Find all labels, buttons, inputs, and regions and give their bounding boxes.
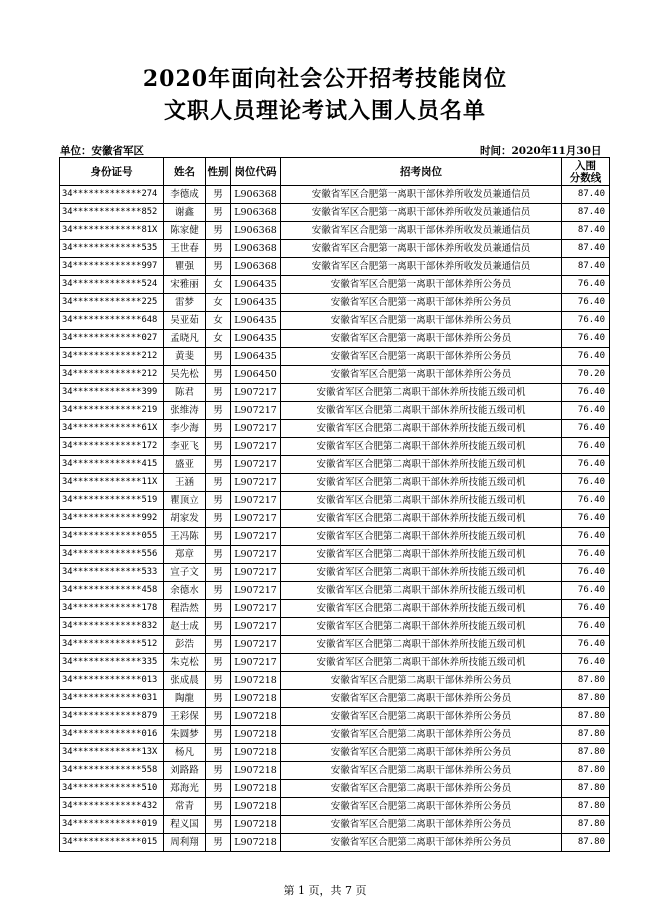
- header-gender: 性别: [206, 158, 231, 186]
- cell-cutoff-score: 87.40: [562, 222, 610, 240]
- cell-name: 周利翔: [164, 834, 206, 852]
- cell-cutoff-score: 87.80: [562, 816, 610, 834]
- cell-gender: 男: [206, 798, 231, 816]
- cell-gender: 男: [206, 456, 231, 474]
- table-row: [60, 258, 610, 276]
- cell-cutoff-score: 87.80: [562, 672, 610, 690]
- document-title-line-2: 文职人员理论考试入围人员名单: [163, 98, 486, 124]
- cell-id-number: 34*************019: [60, 816, 164, 834]
- table-row: [60, 402, 610, 420]
- table-row: [60, 204, 610, 222]
- cell-position-code: L906435: [231, 312, 281, 330]
- cell-name: 谢鑫: [164, 204, 206, 222]
- cell-position-code: L907217: [231, 636, 281, 654]
- table-row: [60, 798, 610, 816]
- cell-name: 李少海: [164, 420, 206, 438]
- cell-name: 张维涛: [164, 402, 206, 420]
- cell-id-number: 34*************510: [60, 780, 164, 798]
- cell-id-number: 34*************11X: [60, 474, 164, 492]
- cell-cutoff-score: 76.40: [562, 438, 610, 456]
- table-row: [60, 600, 610, 618]
- table-row: [60, 330, 610, 348]
- cell-name: 陈君: [164, 384, 206, 402]
- cell-cutoff-score: 76.40: [562, 330, 610, 348]
- cell-id-number: 34*************212: [60, 348, 164, 366]
- cell-gender: 男: [206, 564, 231, 582]
- table-row: [60, 672, 610, 690]
- cell-cutoff-score: 76.40: [562, 492, 610, 510]
- cell-id-number: 34*************458: [60, 582, 164, 600]
- cell-cutoff-score: 76.40: [562, 618, 610, 636]
- cell-id-number: 34*************535: [60, 240, 164, 258]
- cell-name: 宣子文: [164, 564, 206, 582]
- cell-gender: 男: [206, 240, 231, 258]
- cell-cutoff-score: 87.80: [562, 762, 610, 780]
- cell-cutoff-score: 87.40: [562, 204, 610, 222]
- cell-id-number: 34*************219: [60, 402, 164, 420]
- cell-name: 瞿强: [164, 258, 206, 276]
- cell-id-number: 34*************015: [60, 834, 164, 852]
- cell-gender: 男: [206, 420, 231, 438]
- cell-position-code: L907218: [231, 798, 281, 816]
- cell-name: 李德成: [164, 186, 206, 204]
- table-row: [60, 294, 610, 312]
- cell-position: 安徽省军区合肥第二离职干部休养所技能五级司机: [281, 456, 562, 474]
- table-row: [60, 240, 610, 258]
- cell-position-code: L907217: [231, 528, 281, 546]
- cell-id-number: 34*************016: [60, 726, 164, 744]
- page-footer: 第 1 页，共 7 页: [283, 884, 367, 897]
- cell-position: 安徽省军区合肥第二离职干部休养所公务员: [281, 726, 562, 744]
- table-row: [60, 366, 610, 384]
- cell-cutoff-score: 76.40: [562, 456, 610, 474]
- cell-cutoff-score: 87.80: [562, 690, 610, 708]
- table-row: [60, 654, 610, 672]
- cell-id-number: 34*************274: [60, 186, 164, 204]
- cell-cutoff-score: 76.40: [562, 546, 610, 564]
- cell-cutoff-score: 76.40: [562, 564, 610, 582]
- cell-gender: 男: [206, 708, 231, 726]
- cell-position: 安徽省军区合肥第二离职干部休养所公务员: [281, 744, 562, 762]
- table-row: [60, 348, 610, 366]
- cell-name: 吴先松: [164, 366, 206, 384]
- cell-position-code: L907218: [231, 726, 281, 744]
- cell-id-number: 34*************055: [60, 528, 164, 546]
- cell-name: 胡家发: [164, 510, 206, 528]
- cell-position: 安徽省军区合肥第二离职干部休养所公务员: [281, 708, 562, 726]
- cell-position: 安徽省军区合肥第二离职干部休养所公务员: [281, 816, 562, 834]
- table-row: [60, 456, 610, 474]
- cell-position-code: L907218: [231, 672, 281, 690]
- cell-id-number: 34*************13X: [60, 744, 164, 762]
- table-row: [60, 744, 610, 762]
- cell-gender: 男: [206, 762, 231, 780]
- cell-position: 安徽省军区合肥第二离职干部休养所公务员: [281, 780, 562, 798]
- table-row: [60, 510, 610, 528]
- cell-cutoff-score: 87.40: [562, 240, 610, 258]
- cell-name: 李亚飞: [164, 438, 206, 456]
- cell-id-number: 34*************172: [60, 438, 164, 456]
- table-row: [60, 384, 610, 402]
- cell-cutoff-score: 87.80: [562, 780, 610, 798]
- cell-gender: 男: [206, 654, 231, 672]
- cell-id-number: 34*************533: [60, 564, 164, 582]
- table-row: [60, 816, 610, 834]
- table-header-row: [60, 158, 610, 186]
- cell-position: 安徽省军区合肥第一离职干部休养所收发员兼通信员: [281, 240, 562, 258]
- candidate-table: [59, 157, 610, 852]
- header-name: 姓名: [164, 158, 206, 186]
- cell-id-number: 34*************992: [60, 510, 164, 528]
- cell-position: 安徽省军区合肥第二离职干部休养所技能五级司机: [281, 546, 562, 564]
- cell-gender: 男: [206, 816, 231, 834]
- cell-position-code: L907218: [231, 690, 281, 708]
- table-row: [60, 528, 610, 546]
- cell-name: 王彩保: [164, 708, 206, 726]
- cell-position-code: L906368: [231, 258, 281, 276]
- cell-cutoff-score: 87.80: [562, 834, 610, 852]
- table-row: [60, 546, 610, 564]
- cell-gender: 男: [206, 672, 231, 690]
- cell-gender: 男: [206, 186, 231, 204]
- cell-position-code: L907217: [231, 654, 281, 672]
- cell-gender: 男: [206, 528, 231, 546]
- cell-position: 安徽省军区合肥第二离职干部休养所公务员: [281, 798, 562, 816]
- table-row: [60, 222, 610, 240]
- cell-position-code: L907217: [231, 564, 281, 582]
- cell-id-number: 34*************335: [60, 654, 164, 672]
- cell-id-number: 34*************013: [60, 672, 164, 690]
- table-row: [60, 636, 610, 654]
- cell-cutoff-score: 76.40: [562, 348, 610, 366]
- cell-cutoff-score: 76.40: [562, 384, 610, 402]
- cell-position-code: L907217: [231, 600, 281, 618]
- cell-gender: 男: [206, 618, 231, 636]
- table-body: [60, 186, 610, 852]
- cell-gender: 男: [206, 546, 231, 564]
- cell-id-number: 34*************81X: [60, 222, 164, 240]
- cell-name: 孟晓凡: [164, 330, 206, 348]
- cell-id-number: 34*************432: [60, 798, 164, 816]
- cell-position: 安徽省军区合肥第一离职干部休养所收发员兼通信员: [281, 186, 562, 204]
- cell-id-number: 34*************519: [60, 492, 164, 510]
- cell-position: 安徽省军区合肥第一离职干部休养所公务员: [281, 276, 562, 294]
- cell-cutoff-score: 76.40: [562, 654, 610, 672]
- cell-name: 吴亚茹: [164, 312, 206, 330]
- cell-id-number: 34*************027: [60, 330, 164, 348]
- cell-position: 安徽省军区合肥第二离职干部休养所技能五级司机: [281, 600, 562, 618]
- cell-position-code: L907217: [231, 474, 281, 492]
- cell-gender: 女: [206, 312, 231, 330]
- cell-id-number: 34*************512: [60, 636, 164, 654]
- cell-gender: 男: [206, 384, 231, 402]
- cell-name: 程义国: [164, 816, 206, 834]
- cell-cutoff-score: 76.40: [562, 312, 610, 330]
- cell-gender: 男: [206, 726, 231, 744]
- cell-name: 彭浩: [164, 636, 206, 654]
- cell-cutoff-score: 70.20: [562, 366, 610, 384]
- cell-position-code: L907217: [231, 492, 281, 510]
- cell-position: 安徽省军区合肥第一离职干部休养所公务员: [281, 330, 562, 348]
- cell-gender: 男: [206, 690, 231, 708]
- cell-id-number: 34*************415: [60, 456, 164, 474]
- table-row: [60, 312, 610, 330]
- cell-position: 安徽省军区合肥第二离职干部休养所技能五级司机: [281, 528, 562, 546]
- cell-cutoff-score: 76.40: [562, 582, 610, 600]
- cell-position-code: L906435: [231, 276, 281, 294]
- table-row: [60, 726, 610, 744]
- cell-position: 安徽省军区合肥第二离职干部休养所公务员: [281, 672, 562, 690]
- cell-id-number: 34*************832: [60, 618, 164, 636]
- cell-gender: 男: [206, 636, 231, 654]
- cell-position-code: L907217: [231, 384, 281, 402]
- cell-gender: 女: [206, 330, 231, 348]
- cell-cutoff-score: 76.40: [562, 528, 610, 546]
- cell-position-code: L907217: [231, 618, 281, 636]
- cell-id-number: 34*************997: [60, 258, 164, 276]
- table-row: [60, 276, 610, 294]
- cell-position-code: L906368: [231, 204, 281, 222]
- table-row: [60, 564, 610, 582]
- cell-gender: 男: [206, 222, 231, 240]
- cell-gender: 男: [206, 834, 231, 852]
- cell-gender: 男: [206, 258, 231, 276]
- cell-name: 程浩然: [164, 600, 206, 618]
- cell-name: 黄斐: [164, 348, 206, 366]
- cell-id-number: 34*************558: [60, 762, 164, 780]
- cell-position: 安徽省军区合肥第一离职干部休养所公务员: [281, 294, 562, 312]
- table-row: [60, 690, 610, 708]
- cell-position-code: L906368: [231, 222, 281, 240]
- cell-gender: 男: [206, 510, 231, 528]
- cell-id-number: 34*************556: [60, 546, 164, 564]
- cell-position-code: L907217: [231, 456, 281, 474]
- cell-position: 安徽省军区合肥第二离职干部休养所技能五级司机: [281, 384, 562, 402]
- table-row: [60, 582, 610, 600]
- document-title-line-1: 2020年面向社会公开招考技能岗位: [142, 66, 508, 92]
- cell-id-number: 34*************852: [60, 204, 164, 222]
- cell-position-code: L906435: [231, 348, 281, 366]
- cell-cutoff-score: 87.40: [562, 186, 610, 204]
- cell-position-code: L906450: [231, 366, 281, 384]
- cell-position: 安徽省军区合肥第一离职干部休养所公务员: [281, 312, 562, 330]
- cell-position-code: L907218: [231, 708, 281, 726]
- cell-name: 陈家健: [164, 222, 206, 240]
- header-id-number: 身份证号: [60, 158, 164, 186]
- cell-gender: 男: [206, 438, 231, 456]
- cell-cutoff-score: 76.40: [562, 420, 610, 438]
- cell-position: 安徽省军区合肥第二离职干部休养所技能五级司机: [281, 402, 562, 420]
- cell-position-code: L906368: [231, 240, 281, 258]
- cell-position-code: L906368: [231, 186, 281, 204]
- cell-name: 王涵: [164, 474, 206, 492]
- table-row: [60, 780, 610, 798]
- cell-cutoff-score: 87.40: [562, 258, 610, 276]
- cell-position: 安徽省军区合肥第二离职干部休养所技能五级司机: [281, 618, 562, 636]
- cell-cutoff-score: 76.40: [562, 600, 610, 618]
- cell-position: 安徽省军区合肥第二离职干部休养所技能五级司机: [281, 438, 562, 456]
- table-row: [60, 708, 610, 726]
- cell-position-code: L907217: [231, 582, 281, 600]
- cell-id-number: 34*************031: [60, 690, 164, 708]
- cell-name: 王冯陈: [164, 528, 206, 546]
- cell-id-number: 34*************879: [60, 708, 164, 726]
- cell-gender: 男: [206, 348, 231, 366]
- cell-position: 安徽省军区合肥第二离职干部休养所公务员: [281, 690, 562, 708]
- cell-cutoff-score: 76.40: [562, 276, 610, 294]
- header-cutoff-score: 入围 分数线: [562, 158, 610, 186]
- cell-name: 雷梦: [164, 294, 206, 312]
- cell-cutoff-score: 87.80: [562, 708, 610, 726]
- cell-position-code: L907217: [231, 420, 281, 438]
- cell-position-code: L907217: [231, 402, 281, 420]
- cell-name: 陶龍: [164, 690, 206, 708]
- table-row: [60, 762, 610, 780]
- cell-name: 赵士成: [164, 618, 206, 636]
- cell-position: 安徽省军区合肥第二离职干部休养所公务员: [281, 834, 562, 852]
- cell-position-code: L906435: [231, 330, 281, 348]
- cell-name: 朱克松: [164, 654, 206, 672]
- cell-name: 朱圆梦: [164, 726, 206, 744]
- header-position-code: 岗位代码: [231, 158, 281, 186]
- cell-cutoff-score: 87.80: [562, 798, 610, 816]
- cell-position: 安徽省军区合肥第二离职干部休养所技能五级司机: [281, 636, 562, 654]
- cell-position-code: L907218: [231, 780, 281, 798]
- table-row: [60, 420, 610, 438]
- cell-id-number: 34*************524: [60, 276, 164, 294]
- table-row: [60, 474, 610, 492]
- cell-position-code: L907218: [231, 816, 281, 834]
- cell-gender: 男: [206, 600, 231, 618]
- cell-name: 郑海光: [164, 780, 206, 798]
- cell-position: 安徽省军区合肥第二离职干部休养所公务员: [281, 762, 562, 780]
- cell-gender: 男: [206, 582, 231, 600]
- cell-position: 安徽省军区合肥第二离职干部休养所技能五级司机: [281, 474, 562, 492]
- cell-gender: 男: [206, 474, 231, 492]
- cell-position: 安徽省军区合肥第一离职干部休养所收发员兼通信员: [281, 222, 562, 240]
- cell-gender: 男: [206, 492, 231, 510]
- cell-id-number: 34*************648: [60, 312, 164, 330]
- cell-position: 安徽省军区合肥第一离职干部休养所公务员: [281, 348, 562, 366]
- table-row: [60, 618, 610, 636]
- cell-gender: 男: [206, 780, 231, 798]
- cell-position: 安徽省军区合肥第二离职干部休养所技能五级司机: [281, 654, 562, 672]
- cell-position-code: L907218: [231, 762, 281, 780]
- cell-position: 安徽省军区合肥第二离职干部休养所技能五级司机: [281, 564, 562, 582]
- cell-position-code: L907217: [231, 510, 281, 528]
- cell-position: 安徽省军区合肥第一离职干部休养所公务员: [281, 366, 562, 384]
- cell-position-code: L907217: [231, 546, 281, 564]
- cell-name: 盛亚: [164, 456, 206, 474]
- cell-cutoff-score: 76.40: [562, 474, 610, 492]
- cell-name: 瞿顶立: [164, 492, 206, 510]
- cell-position-code: L907218: [231, 834, 281, 852]
- cell-name: 宋雅丽: [164, 276, 206, 294]
- cell-position: 安徽省军区合肥第二离职干部休养所技能五级司机: [281, 582, 562, 600]
- cell-id-number: 34*************212: [60, 366, 164, 384]
- cell-cutoff-score: 76.40: [562, 402, 610, 420]
- cell-gender: 男: [206, 204, 231, 222]
- cell-name: 张成晨: [164, 672, 206, 690]
- cell-name: 杨凡: [164, 744, 206, 762]
- cell-cutoff-score: 76.40: [562, 510, 610, 528]
- unit-label: 单位：安徽省军区: [60, 145, 144, 157]
- header-position: 招考岗位: [281, 158, 562, 186]
- table-row: [60, 834, 610, 852]
- date-label: 时间：2020年11月30日: [480, 145, 602, 157]
- cell-position-code: L907217: [231, 438, 281, 456]
- cell-gender: 男: [206, 366, 231, 384]
- cell-cutoff-score: 87.80: [562, 726, 610, 744]
- cell-position: 安徽省军区合肥第二离职干部休养所技能五级司机: [281, 492, 562, 510]
- cell-cutoff-score: 76.40: [562, 636, 610, 654]
- cell-name: 余德水: [164, 582, 206, 600]
- cell-id-number: 34*************61X: [60, 420, 164, 438]
- cell-id-number: 34*************225: [60, 294, 164, 312]
- cell-cutoff-score: 87.80: [562, 744, 610, 762]
- cell-gender: 男: [206, 402, 231, 420]
- cell-id-number: 34*************178: [60, 600, 164, 618]
- cell-position: 安徽省军区合肥第一离职干部休养所收发员兼通信员: [281, 204, 562, 222]
- cell-id-number: 34*************399: [60, 384, 164, 402]
- cell-name: 常青: [164, 798, 206, 816]
- table-row: [60, 186, 610, 204]
- cell-position-code: L907218: [231, 744, 281, 762]
- table-row: [60, 438, 610, 456]
- cell-position: 安徽省军区合肥第一离职干部休养所收发员兼通信员: [281, 258, 562, 276]
- cell-gender: 女: [206, 276, 231, 294]
- cell-gender: 男: [206, 744, 231, 762]
- cell-name: 刘路路: [164, 762, 206, 780]
- cell-cutoff-score: 76.40: [562, 294, 610, 312]
- cell-gender: 女: [206, 294, 231, 312]
- cell-position-code: L906435: [231, 294, 281, 312]
- cell-position: 安徽省军区合肥第二离职干部休养所技能五级司机: [281, 510, 562, 528]
- cell-name: 郑章: [164, 546, 206, 564]
- cell-name: 王世春: [164, 240, 206, 258]
- table-row: [60, 492, 610, 510]
- cell-position: 安徽省军区合肥第二离职干部休养所技能五级司机: [281, 420, 562, 438]
